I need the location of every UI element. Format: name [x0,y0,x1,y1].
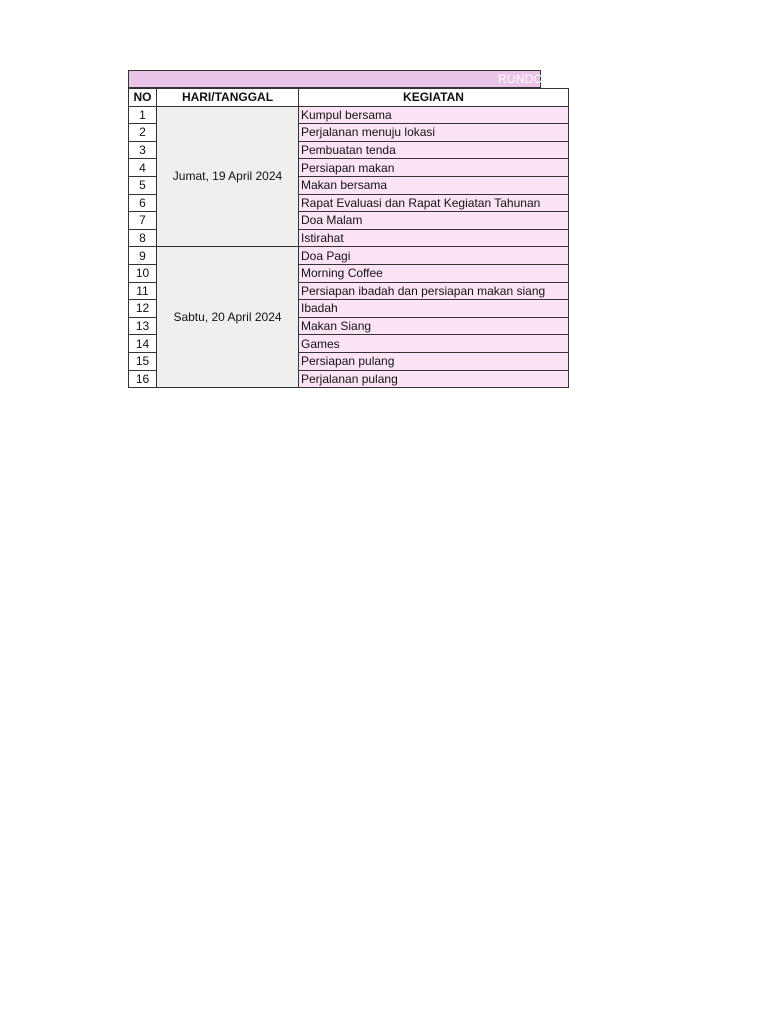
row-number: 14 [129,335,157,353]
activity-cell: Pembuatan tenda [299,141,569,159]
activity-cell: Doa Pagi [299,247,569,265]
activity-cell: Istirahat [299,229,569,247]
row-number: 9 [129,247,157,265]
activity-cell: Ibadah [299,300,569,318]
header-row [129,89,569,107]
header-no: NO [129,89,157,107]
activity-cell: Rapat Evaluasi dan Rapat Kegiatan Tahunan [299,194,569,212]
activity-cell: Persiapan ibadah dan persiapan makan siang [299,282,569,300]
row-number: 6 [129,194,157,212]
sheet-title: RUNDOWN [498,72,564,86]
title-bar [128,70,564,88]
header-day: HARI/TANGGAL [157,89,299,107]
row-number: 13 [129,317,157,335]
activity-cell: Makan bersama [299,176,569,194]
rundown-table [128,88,569,388]
row-number: 4 [129,159,157,177]
header-activity: KEGIATAN [299,89,569,107]
activity-cell: Perjalanan pulang [299,370,569,388]
row-number: 8 [129,229,157,247]
row-number: 15 [129,352,157,370]
table-body [129,106,569,388]
table-row [129,247,569,265]
day-cell: Jumat, 19 April 2024 [157,106,299,247]
rundown-sheet [128,70,564,406]
day-cell: Sabtu, 20 April 2024 [157,247,299,388]
activity-cell: Kumpul bersama [299,106,569,124]
activity-cell: Persiapan pulang [299,352,569,370]
row-number: 5 [129,176,157,194]
row-number: 2 [129,124,157,142]
activity-cell: Makan Siang [299,317,569,335]
activity-cell: Games [299,335,569,353]
row-number: 7 [129,212,157,230]
row-number: 12 [129,300,157,318]
table-row [129,106,569,124]
row-number: 10 [129,264,157,282]
activity-cell: Perjalanan menuju lokasi [299,124,569,142]
activity-cell: Morning Coffee [299,264,569,282]
activity-cell: Persiapan makan [299,159,569,177]
row-number: 1 [129,106,157,124]
row-number: 3 [129,141,157,159]
row-number: 16 [129,370,157,388]
activity-cell: Doa Malam [299,212,569,230]
row-number: 11 [129,282,157,300]
